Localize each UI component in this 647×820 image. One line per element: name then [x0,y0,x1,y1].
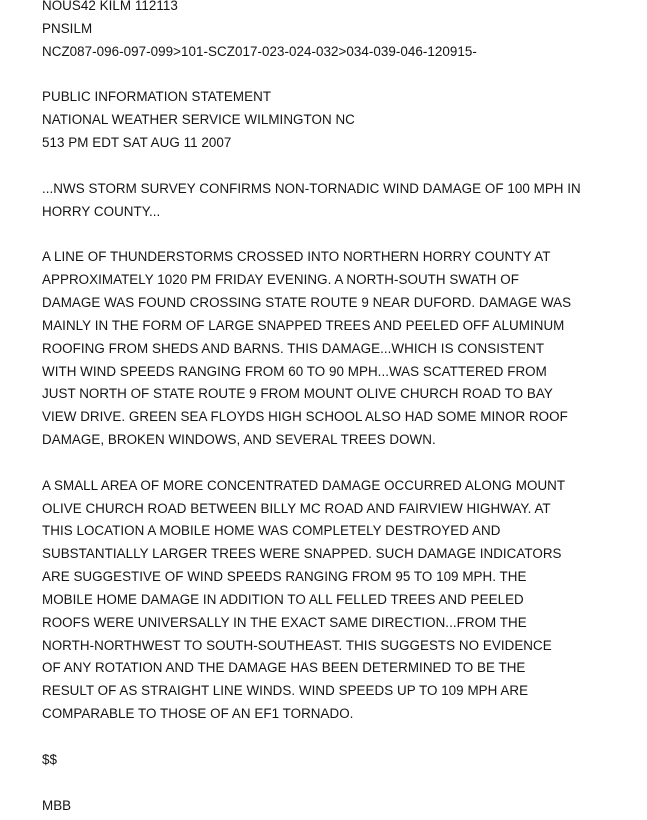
paragraph2-line: ARE SUGGESTIVE OF WIND SPEEDS RANGING FROM 95 TO 109 MPH. THE [42,569,527,585]
paragraph2-line: NORTH-NORTHWEST TO SOUTH-SOUTHEAST. THIS SUGGESTS NO EVIDENCE [42,637,552,653]
zone-codes: NCZ087-096-097-099>101-SCZ017-023-024-032>034-039-046-120915- [42,43,477,59]
paragraph1-line: DAMAGE WAS FOUND CROSSING STATE ROUTE 9 NEAR DUFORD. DAMAGE WAS [42,294,572,310]
spacer [42,772,642,795]
issuing-office: NATIONAL WEATHER SERVICE WILMINGTON NC [42,112,355,128]
paragraph2-line: COMPARABLE TO THOSE OF AN EF1 TORNADO. [42,706,354,722]
paragraph2-line: SUBSTANTIALLY LARGER TREES WERE SNAPPED. SUCH DAMAGE INDICATORS [42,546,562,562]
paragraph1-line: MAINLY IN THE FORM OF LARGE SNAPPED TREES AND PEELED OFF ALUMINUM [42,317,565,333]
paragraph1-line: WITH WIND SPEEDS RANGING FROM 60 TO 90 MPH...WAS SCATTERED FROM [42,363,547,379]
paragraph1-line: JUST NORTH OF STATE ROUTE 9 FROM MOUNT OLIVE CHURCH ROAD TO BAY [42,386,553,402]
paragraph1-line: A LINE OF THUNDERSTORMS CROSSED INTO NORTHERN HORRY COUNTY AT [42,249,551,265]
end-marker: $$ [42,751,57,767]
statement-title: PUBLIC INFORMATION STATEMENT [42,89,272,105]
paragraph2-line: ROOFS WERE UNIVERSALLY IN THE EXACT SAME DIRECTION...FROM THE [42,614,527,630]
statement-document [42,0,642,817]
paragraph1-line: APPROXIMATELY 1020 PM FRIDAY EVENING. A NORTH-SOUTH SWATH OF [42,272,519,288]
headline-line: HORRY COUNTY... [42,203,161,219]
paragraph2-line: MOBILE HOME DAMAGE IN ADDITION TO ALL FELLED TREES AND PEELED [42,591,524,607]
headline-line: ...NWS STORM SURVEY CONFIRMS NON-TORNADIC WIND DAMAGE OF 100 MPH IN [42,180,581,196]
product-id: NOUS42 KILM 112113 [42,0,178,13]
paragraph1-line: VIEW DRIVE. GREEN SEA FLOYDS HIGH SCHOOL ALSO HAD SOME MINOR ROOF [42,409,568,425]
spacer [42,155,642,178]
issue-time: 513 PM EDT SAT AUG 11 2007 [42,135,232,151]
signature: MBB [42,797,72,813]
spacer [42,223,642,246]
paragraph1-line: DAMAGE, BROKEN WINDOWS, AND SEVERAL TREES DOWN. [42,432,436,448]
spacer [42,64,642,87]
paragraph2-line: OF ANY ROTATION AND THE DAMAGE HAS BEEN DETERMINED TO BE THE [42,660,526,676]
spacer [42,452,642,475]
awips-id: PNSILM [42,20,93,36]
spacer [42,726,642,749]
paragraph2-line: RESULT OF AS STRAIGHT LINE WINDS. WIND SPEEDS UP TO 109 MPH ARE [42,683,529,699]
paragraph2-line: OLIVE CHURCH ROAD BETWEEN BILLY MC ROAD AND FAIRVIEW HIGHWAY. AT [42,500,551,516]
paragraph2-line: THIS LOCATION A MOBILE HOME WAS COMPLETELY DESTROYED AND [42,523,501,539]
paragraph2-line: A SMALL AREA OF MORE CONCENTRATED DAMAGE OCCURRED ALONG MOUNT [42,477,566,493]
paragraph1-line: ROOFING FROM SHEDS AND BARNS. THIS DAMAGE...WHICH IS CONSISTENT [42,340,545,356]
